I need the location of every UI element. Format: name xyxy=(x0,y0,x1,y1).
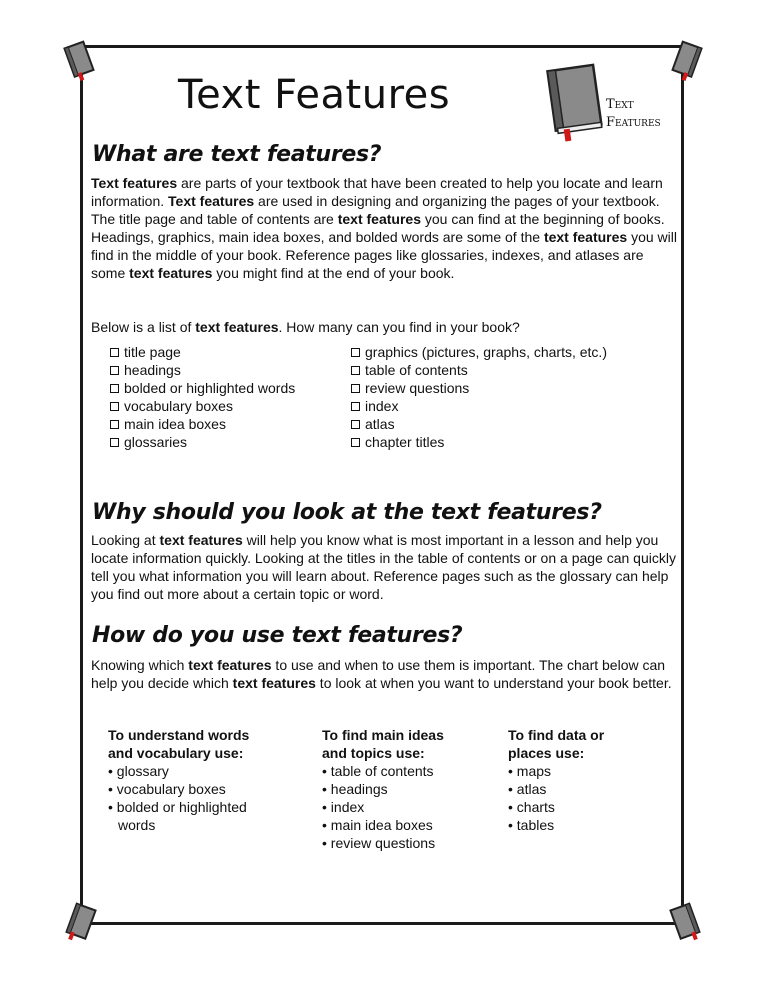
text-run: . How many can you find in your book? xyxy=(278,319,520,335)
checklist-item-label: title page xyxy=(124,344,181,360)
column-heading: and topics use: xyxy=(322,745,425,761)
chart-column-main-ideas xyxy=(322,726,444,852)
bold-term: text features xyxy=(337,211,421,227)
checklist-item-label: review questions xyxy=(365,380,470,396)
checkbox-icon xyxy=(110,384,119,393)
text-run: Looking at xyxy=(91,532,160,548)
chart-column-data xyxy=(508,726,604,834)
bold-term: Text features xyxy=(168,193,255,209)
checklist-item xyxy=(351,379,607,397)
checklist-item xyxy=(351,415,607,433)
checklist-item-label: atlas xyxy=(365,416,395,432)
checklist-item-label: graphics (pictures, graphs, charts, etc.) xyxy=(365,344,607,360)
checklist-item-label: vocabulary boxes xyxy=(124,398,233,414)
column-item: • vocabulary boxes xyxy=(108,781,226,797)
column-heading: places use: xyxy=(508,745,585,761)
text-run: are used in designing and organizing the pages of your textbook. The title page and table of contents are xyxy=(91,193,660,227)
column-heading: To find main ideas xyxy=(322,727,444,743)
checklist-item xyxy=(110,361,295,379)
text-run: will help you know what is most important in a lesson and help you locate information quickly. Looking at the titles in the table of contents or on a page can quickly tell you what information you will learn about. Reference pages such as the glossary can help you find out more about a certain topic or word. xyxy=(91,532,676,602)
column-item-continued: words xyxy=(118,817,156,833)
text-run: are parts of your textbook that have been created to help you locate and learn information. xyxy=(91,175,663,209)
column-item: • tables xyxy=(508,817,555,833)
section-heading-why: Why should you look at the text features? xyxy=(92,500,602,525)
checklist-item xyxy=(110,433,295,451)
section-paragraph-why xyxy=(91,531,679,603)
text-run: you will find in the middle of your book. Reference pages like glossaries, indexes, and atlases are some xyxy=(91,229,677,281)
column-item: • bolded or highlighted xyxy=(108,799,247,815)
text-run: to use and when to use them is important. The chart below can help you decide which xyxy=(91,657,666,691)
bold-term: text features xyxy=(543,229,628,245)
text-features-badge xyxy=(606,96,686,132)
section-paragraph-what xyxy=(91,174,679,282)
column-item: • table of contents xyxy=(322,763,434,779)
column-item: • atlas xyxy=(508,781,547,797)
checklist-item xyxy=(351,361,607,379)
column-heading: To find data or xyxy=(508,727,605,743)
checklist-item-label: headings xyxy=(124,362,181,378)
bold-term: text features xyxy=(129,265,213,281)
column-item: • index xyxy=(322,799,365,815)
checkbox-icon xyxy=(351,348,360,357)
checkbox-icon xyxy=(351,366,360,375)
checkbox-icon xyxy=(110,348,119,357)
checkbox-icon xyxy=(110,420,119,429)
book-icon xyxy=(538,62,608,142)
section-paragraph-how xyxy=(91,656,679,692)
corner-book-icon-bottom-right xyxy=(668,902,704,946)
checkbox-icon xyxy=(110,366,119,375)
bold-term: text features xyxy=(195,319,279,335)
checklist-item-label: bolded or highlighted words xyxy=(124,380,296,396)
checklist-item xyxy=(351,343,607,361)
checkbox-icon xyxy=(351,384,360,393)
bold-term: text features xyxy=(159,532,243,548)
checkbox-icon xyxy=(110,402,119,411)
checklist-prompt xyxy=(91,318,679,336)
chart-column-words xyxy=(108,726,249,834)
checklist-item xyxy=(110,379,295,397)
checklist-item xyxy=(110,343,295,361)
checklist-item-label: table of contents xyxy=(365,362,468,378)
text-run: you can find at the beginning of books. Headings, graphics, main idea boxes, and bolded words are some of the xyxy=(91,211,665,245)
corner-book-icon-bottom-left xyxy=(62,902,98,946)
column-item: • maps xyxy=(508,763,552,779)
page-title: Text Features xyxy=(178,72,451,118)
section-heading-what: What are text features? xyxy=(92,142,382,167)
corner-book-icon-top-right xyxy=(668,40,704,84)
checklist-item-label: main idea boxes xyxy=(124,416,226,432)
text-run: Below is a list of xyxy=(91,319,196,335)
checklist-right xyxy=(351,343,607,451)
checklist-item xyxy=(351,397,607,415)
checklist-item-label: glossaries xyxy=(124,434,188,450)
checklist-item-label: index xyxy=(365,398,399,414)
section-heading-how: How do you use text features? xyxy=(92,623,463,648)
corner-book-icon-top-left xyxy=(62,40,98,84)
column-item: • charts xyxy=(508,799,555,815)
text-run: to look at when you want to understand your book better. xyxy=(315,675,672,691)
checkbox-icon xyxy=(110,438,119,447)
checklist-left xyxy=(110,343,295,451)
checkbox-icon xyxy=(351,420,360,429)
checklist-item xyxy=(110,397,295,415)
badge-line-1: Text xyxy=(606,97,634,112)
column-item: • glossary xyxy=(108,763,169,779)
text-run: Knowing which xyxy=(91,657,189,673)
bold-term: text features xyxy=(188,657,272,673)
checklist-item xyxy=(110,415,295,433)
column-item: • review questions xyxy=(322,835,436,851)
checklist-item xyxy=(351,433,607,451)
column-heading: To understand words xyxy=(108,727,250,743)
column-heading: and vocabulary use: xyxy=(108,745,244,761)
column-item: • main idea boxes xyxy=(322,817,433,833)
bold-term: Text features xyxy=(91,175,178,191)
text-run: you might find at the end of your book. xyxy=(212,265,455,281)
checkbox-icon xyxy=(351,402,360,411)
bold-term: text features xyxy=(232,675,316,691)
checklist-item-label: chapter titles xyxy=(365,434,445,450)
badge-line-2: Features xyxy=(606,115,661,130)
checkbox-icon xyxy=(351,438,360,447)
column-item: • headings xyxy=(322,781,388,797)
